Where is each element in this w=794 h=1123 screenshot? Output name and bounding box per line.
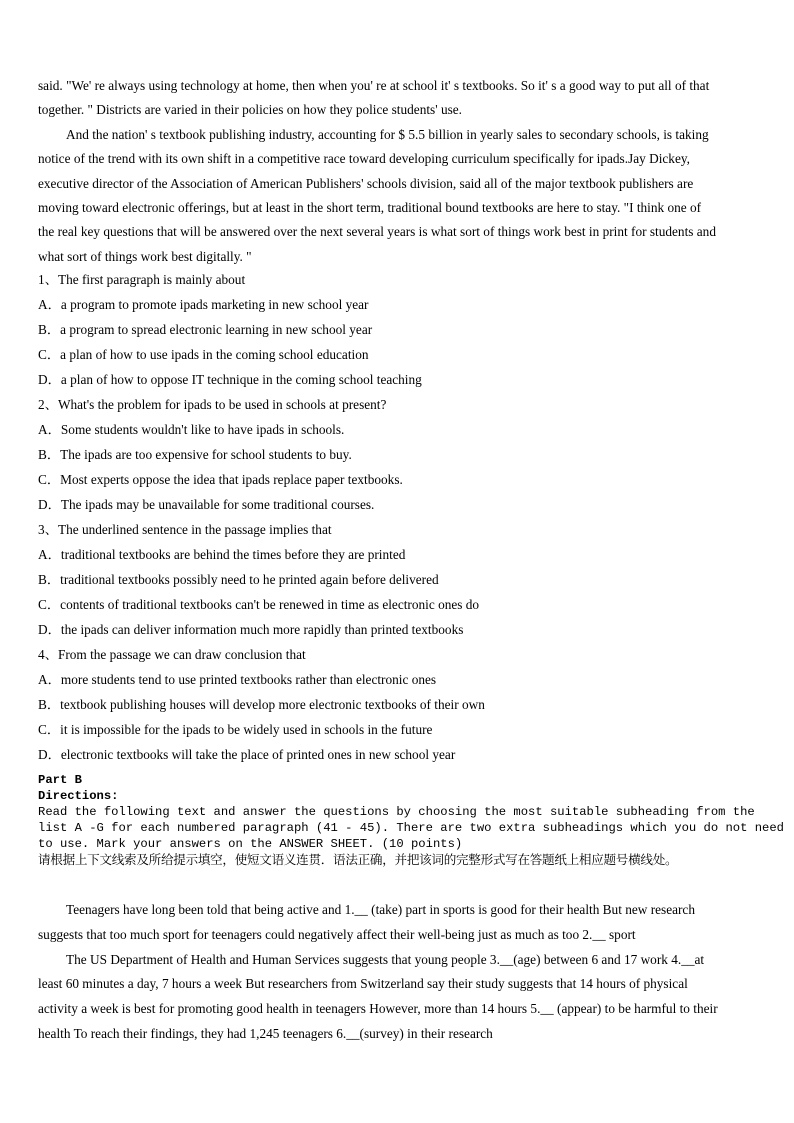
reading-passage [38, 77, 768, 272]
question-list [38, 271, 768, 771]
passage-line: moving toward electronic offerings, but at least in the short term, traditional bound textbooks are here to stay. "I think one of [38, 199, 702, 215]
answer-option: B．traditional textbooks possibly need to he printed again before delivered [38, 572, 439, 587]
cloze-line: health To reach their findings, they had 1,245 teenagers 6.__(survey) in their research [38, 1025, 493, 1041]
part-b-section [38, 772, 784, 868]
passage-line: notice of the trend with its own shift in a competitive race toward developing curriculum specifically for ipads.Jay Dickey, [38, 151, 690, 167]
question-stem: 1、The first paragraph is mainly about [38, 272, 246, 287]
passage-line: together. " Districts are varied in their policies on how they police students' use. [38, 102, 462, 118]
answer-option: D．The ipads may be unavailable for some traditional courses. [38, 497, 375, 512]
cloze-line: Teenagers have long been told that being active and 1.__ (take) part in sports is good for their health But new research [66, 902, 695, 917]
passage-line: And the nation' s textbook publishing industry, accounting for $ 5.5 billion in yearly sales to secondary schools, is taking [66, 126, 709, 142]
answer-option: B．a program to spread electronic learning in new school year [38, 322, 373, 337]
cloze-line: activity a week is best for promoting good health in teenagers However, more than 14 hours 5.__ (appear) to be harmful to their [38, 1001, 718, 1017]
passage-line: what sort of things work best digitally. " [38, 248, 252, 264]
answer-option: A．Some students wouldn't like to have ipads in schools. [38, 422, 345, 437]
answer-option: A．a program to promote ipads marketing in new school year [38, 297, 369, 312]
passage-line: said. "We' re always using technology at home, then when you' re at school it' s textbooks. So it' s a good way to put all of that [38, 78, 710, 93]
part-b-title: Part B [38, 773, 82, 787]
answer-option: C．contents of traditional textbooks can't be renewed in time as electronic ones do [38, 597, 480, 612]
passage-line: the real key questions that will be answered over the next several years is what sort of things work best in print for students and [38, 224, 716, 240]
directions-label: Directions: [38, 789, 119, 803]
directions-line: Read the following text and answer the questions by choosing the most suitable subheading from the [38, 805, 755, 819]
question-stem: 3、The underlined sentence in the passage implies that [38, 522, 332, 537]
answer-option: D．the ipads can deliver information much more rapidly than printed textbooks [38, 622, 464, 637]
answer-option: B．The ipads are too expensive for school students to buy. [38, 447, 352, 462]
cloze-line: suggests that too much sport for teenagers could negatively affect their well-being just as much as too 2.__ sport [38, 926, 636, 942]
answer-option: C．a plan of how to use ipads in the coming school education [38, 347, 369, 362]
question-stem: 4、From the passage we can draw conclusion that [38, 647, 306, 662]
cloze-passage [38, 901, 768, 1050]
answer-option: D．electronic textbooks will take the place of printed ones in new school year [38, 747, 456, 762]
cloze-line: The US Department of Health and Human Services suggests that young people 3.__(age) between 6 and 17 work 4.__at [66, 951, 705, 967]
answer-option: A．traditional textbooks are behind the times before they are printed [38, 547, 406, 562]
directions-line: to use. Mark your answers on the ANSWER SHEET. (10 points) [38, 837, 463, 851]
answer-option: D．a plan of how to oppose IT technique in the coming school teaching [38, 372, 422, 387]
passage-line: executive director of the Association of American Publishers' schools division, said all of the major textbook publishers are [38, 175, 694, 191]
answer-option: C．it is impossible for the ipads to be widely used in schools in the future [38, 722, 433, 737]
chinese-instructions: 请根据上下文线索及所给提示填空，使短文语义连贯．语法正确，并把该词的完整形式写在答题纸上相应题号横线处。 [38, 852, 678, 867]
cloze-line: least 60 minutes a day, 7 hours a week But researchers from Switzerland say their study suggests that 14 hours of physical [38, 976, 688, 992]
answer-option: A．more students tend to use printed textbooks rather than electronic ones [38, 672, 437, 687]
answer-option: B．textbook publishing houses will develop more electronic textbooks of their own [38, 697, 485, 712]
directions-line: list A -G for each numbered paragraph (41 - 45). There are two extra subheadings which you do not need [38, 821, 784, 835]
question-stem: 2、What's the problem for ipads to be used in schools at present? [38, 397, 387, 412]
answer-option: C．Most experts oppose the idea that ipads replace paper textbooks. [38, 472, 403, 487]
